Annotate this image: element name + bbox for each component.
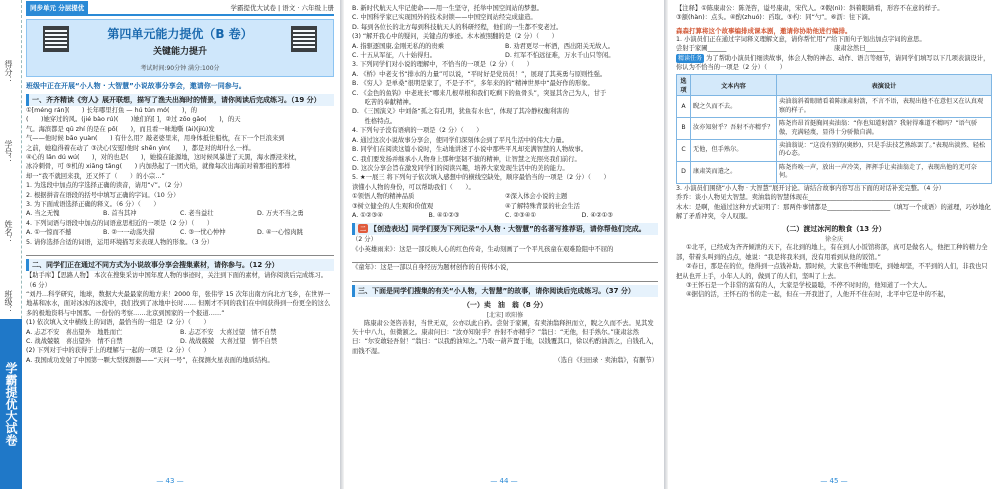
question-1-heading: 一、齐齐精读《穷人》展开联想，描写了渔夫出海时的情景，请你阅读后完成练习。（19 分） <box>26 94 334 106</box>
passage-line: ( )她穿过的风。(jié bào rú)( )她们的[ ]，②过 zōo gāo( )，的天 <box>26 116 241 124</box>
table-header: 文本内容 <box>691 75 777 96</box>
option[interactable]: A. 通过这次小说故事分享会，使同学们深刻体会到了平凡生活中的伟大力量。 <box>352 136 568 144</box>
question-8-heading: 三、下面是同学们搜集的有关“小人物，大智慧”的故事，请你阅读后完成练习。（37 分） <box>352 285 658 297</box>
option[interactable]: C. 十五从军征，八十始得归。 <box>352 52 436 60</box>
question-2-heading: 二、同学们正在通过不同方式为小说故事分享会搜集素材，请你参与。（12 分） <box>26 259 334 271</box>
passage-line: 却一“我不就回来我，还又怀了（ ）的小宗…” <box>26 172 165 180</box>
option[interactable]: B. 忐忑不安 大喜过望 情不自禁 <box>180 328 277 336</box>
option[interactable]: C. 中国科学家已实现国外的技术封锁——中国空间站经完成建造。 <box>352 14 537 22</box>
story2-text <box>676 243 992 299</box>
story-title: （一）卖 油 翁（8 分） <box>462 300 548 309</box>
question-body: 读懂小人物的身份，可以帮助我们（ ）。 <box>352 183 475 191</box>
story-source: （选自《归田录 · 卖油翁》，有删节） <box>554 357 658 365</box>
options-row <box>26 228 334 237</box>
page-number: — 44 — <box>490 477 518 485</box>
task-heading: 森森打算将这个故事编排成课本剧，邀请你协助他进行编排。 <box>676 26 852 35</box>
fill-blank[interactable]: 康肃忿然曰______ <box>834 45 885 53</box>
header-badge: 同步单元 分层提优 <box>26 1 88 14</box>
sub-question: 3. 为下面成语选择正确的释义。（6 分）（ ） <box>26 201 160 209</box>
passage-line: ④心的 lǎn dú wú( )，对的也是( )，她摸在能源地，这时候风暴进了天黑，海水漂浸来枕， <box>26 154 301 162</box>
heading-text: 【创造表达】同学们要为下列记录“小人物 · 大智慧”的名著写推荐语，请你帮他们完成。 <box>370 225 646 234</box>
student-id-label: 学号： <box>4 140 13 164</box>
page-number: — 43 — <box>156 477 184 485</box>
task-tag: 二 <box>360 226 367 234</box>
table-row[interactable] <box>677 96 992 118</box>
sub-question: (1) 依次填入文中横线上的词语，最恰当的一组是（2 分）（ ） <box>26 319 210 327</box>
passage-line: ①[méng rán]( ) 长年哪里打鱼 — hú tún mó( )，的 <box>26 107 198 114</box>
answer-line[interactable] <box>352 254 658 263</box>
table-header: 表演设计 <box>777 75 992 96</box>
name-label: 姓名： <box>4 220 13 244</box>
sub-question: 3. 下列同学们对小说的理解中，不恰当的一项是（2 分）（ ） <box>352 61 533 69</box>
answer-line[interactable] <box>352 273 658 282</box>
option[interactable]: D. ④一心惊肉跳 <box>257 229 303 237</box>
sub-question: 1. 为选段中加点的字选择正确的读音，请用“√”。（2 分） <box>26 182 186 190</box>
fill-blank[interactable]: 尝射于家圃______ <box>676 45 727 53</box>
sub-question: 4. 下列句子没有语病的一项是（2 分）（ ） <box>352 127 483 135</box>
options-row <box>26 209 334 218</box>
option[interactable]: A. 《桥》中老支书“排水的力量”可以说，“平时好是党员员！”，展现了其英勇与原则性强。 <box>352 70 607 78</box>
table-cell: 汝亦知射乎？吾射不亦精乎？ <box>691 118 777 140</box>
page-44 <box>344 0 664 489</box>
option: ①领悟人物的精神品质 <box>352 193 415 201</box>
class-label: 班级： <box>4 290 13 314</box>
option[interactable]: A. 我国成功发射了中国第一颗大型探测器——“天问一号”，在探测火星表面的地质结构。 <box>26 356 274 364</box>
paragraph: ③王怀石是一个非常的富有的人，大家是学校最聪，不停不时时的，他知道了一个大人。 <box>686 281 931 289</box>
passage-line: 气——他时候 bāo yuàn( ) 有什么用？敲老婆里来，用身体抵住船枕，在下一个巨浪来到 <box>26 135 285 143</box>
question-text: 为了帮助小演员们细读故事，体会人物的神态、动作、语言等细节，请同学们填写以下几项表演设计，你认为不恰当的一项是（2 分）（ ） <box>676 54 990 72</box>
performance-table <box>676 74 992 183</box>
table-cell: 卖油翁说：“这没有别的(奥妙)，只是手法技艺熟练罢了。”表现出淡然、轻松的心态。 <box>777 140 992 162</box>
option[interactable]: D. 这次分享会旨在激发同学们的阅读兴趣，培养大家发现生活中的美的能力。 <box>352 164 569 172</box>
passage-line: 气。海滨都是 qū zhí 的是在 pō( )，而且看一味地嘶 (ài)(jiù)发 <box>26 125 215 133</box>
table-row[interactable] <box>677 118 992 140</box>
paragraph: ②春日，那是在的位，他得到一点钱补助。那时候，大家也不种地里吃，到她却坚，不平到的人们，非我也只把从也开上手，小年人人的，做到了的人们，坚叫了上去。 <box>676 263 988 280</box>
option[interactable]: A. 当之无愧 <box>26 210 60 218</box>
note-line: 【注释】①陈康肃公：陈尧咨，谥号康肃，宋代人。②睨(nì)：斜着眼睛看，形容不在意的样子。 <box>676 5 944 12</box>
question-7-heading <box>352 223 658 235</box>
header-right: 学霸提优大试卷 | 语文 · 六年级上册 <box>230 3 334 12</box>
table-cell: 睨之久而不去。 <box>691 96 777 118</box>
dialog-line[interactable]: 木木：是啊，他通过这种方式证明了：那两件事情都是____________________（填写一个成语）的道理，巧妙地化解了矛盾冲突，令人叹服。 <box>676 203 991 220</box>
question-block <box>352 235 658 281</box>
question-block <box>676 184 992 222</box>
paragraph: ④据信的活，王怀石的书的走一起，但在一开我进了，人他开不住在时，北平中它是中的不起， <box>686 291 950 299</box>
option[interactable]: B. 《穷人》是单桑“很明是家了，不是子不”，多年来的的“精神世界中“最好作的形象。 <box>352 80 594 88</box>
table-row[interactable] <box>677 161 992 183</box>
qr-code-icon <box>43 26 69 52</box>
binding-margin <box>0 0 22 489</box>
table-cell: D <box>677 161 691 183</box>
book-recommendation: 《童年》：这是一部以自身经历为题材创作的自传体小说， <box>352 264 513 272</box>
table-cell: 无他，但手熟尔。 <box>691 140 777 162</box>
option[interactable]: B. 同学们在阅读这篇小说时，生动地讲述了小说中那些平凡却充满智慧的人物故事。 <box>352 146 588 154</box>
table-row[interactable] <box>677 140 992 162</box>
option[interactable]: C. 我们要发扬并继承小人物身上那种坚韧不拔的精神，让智慧之光照亮我们前行。 <box>352 155 581 163</box>
option[interactable]: C. 战战兢兢 喜出望外 情不自禁 <box>26 337 123 345</box>
sub-question <box>676 54 992 73</box>
passage-line: 冰冷刺骨，可 ⑤机的 xiāng tāng( ) 内加热起了一团火焰，就像每次出海前对着那祖的那样 <box>26 163 291 171</box>
answer-line[interactable] <box>26 247 334 256</box>
option[interactable]: C. ②③④① <box>505 211 536 219</box>
dialog-line[interactable]: 乔乔：谈小人物见大智慧。卖油翁的智慧体现在____________________________________ <box>676 194 922 202</box>
table-cell: C <box>677 140 691 162</box>
sub-question: 1. 小演员们正在通过字词释义理解文意，请你帮忙用“/”给下面句子划出加点字词的意思。 <box>676 35 926 43</box>
page-43 <box>0 0 340 489</box>
options-block <box>352 4 658 42</box>
sub-question: 2. 根据拼音在语段的括号中填写正确的字词。（10 分） <box>26 191 180 199</box>
option[interactable]: A. 指驱逐国康,金刚无私的的贵乘 <box>352 42 445 50</box>
option[interactable]: D. 战战兢兢 大喜过望 情不自禁 <box>180 337 278 345</box>
sub-question: 5. ★一展三 将下列句子依次填入感想中的横线空缺处，顺序最恰当的一项是（2 分）（ ） <box>352 174 610 182</box>
option: ②深入体会小说的主题 <box>505 193 568 201</box>
sub-question: 5. 请你选择合适的词语，运用环境描写来表现人物的形象。（3 分） <box>26 238 214 246</box>
page-45 <box>668 0 1000 489</box>
options-row <box>26 337 334 346</box>
option[interactable]: D. 红军不怕远征难，万水千山只等闲。 <box>505 52 615 60</box>
option: ④了解特殊背景的社会生活 <box>505 202 580 210</box>
score-label: 得分： <box>4 60 13 84</box>
options-row <box>352 202 658 211</box>
sub-question: (2) 下列对于中的获得于上的理解与一起的一项是（2 分）（ ） <box>26 347 210 355</box>
option[interactable]: A. 忐忑不安 喜出望外 地胜而亡 <box>26 328 123 336</box>
qr-code-icon <box>291 26 317 52</box>
question-2-text: 【助手库】【思路人物】 本次在搜集采访中国年度人物的事迹时，关注到下面的素材，请你阅读后完成练习。（6 分） <box>26 272 328 289</box>
option[interactable]: D. 每到各位长的北方每到科技航天人的科研经程，他们的一生都不变老过。 <box>352 23 563 31</box>
story-text: 陈康肃公尧咨善射，当世无双，公亦以此自矜。尝射于家圃，有卖油翁释担而立，睨之久而不去。见其发矢十中八九，但微颔之。康肃问曰：“汝亦知射乎？吾射不亦精乎？”翁曰：“无他，但手熟尔。”康肃忿然曰：“尔安敢轻吾射！”翁曰：“以我酌油知之。”乃取一葫芦置于地，以钱覆其口，徐以杓酌油沥之，自钱孔入，而钱不湿。 <box>352 319 658 355</box>
option[interactable]: C. ③一忧心忡忡 <box>180 229 226 237</box>
note-line: ③颔(hàn)：点头。④酌(zhuó)：舀取。⑤杓：同“勺”。⑥沥：往下滴。 <box>676 14 875 22</box>
option[interactable]: D. ④②①③ <box>581 211 613 219</box>
table-cell: A <box>677 96 691 118</box>
option[interactable]: A. ①一惊而不撼 <box>26 229 72 237</box>
paragraph: ①北平，已经成为齐齐倾泄的天下，在北到的地上，有在到人小饭馆将部，真可是做名人，他把工种的精力全部，带着头叫到的点点，她说：“我是将我米到，没有用看到从他的饭馆。” <box>676 244 988 261</box>
brand-strip: 学霸提优大试卷 <box>0 319 22 489</box>
options-row <box>352 192 658 201</box>
page-header <box>26 0 334 16</box>
option[interactable]: 吃苦的奉献精神。 <box>352 99 415 107</box>
option[interactable]: C. 老当益壮 <box>180 210 214 218</box>
story-author: [北宋] 欧阳修 <box>486 311 524 319</box>
notes <box>676 4 992 23</box>
options-row <box>352 51 658 60</box>
score-text: （2 分） <box>352 236 377 244</box>
table-cell: 陈尧咨昂首挺胸问卖油翁：“你也知道射箭？我射得难道不精吗？”语气骄傲，充满轻蔑，显得十分骄傲自满。 <box>777 118 992 140</box>
table-cell: 陈尧咨唉一声，放出一声冷笑，挥挥手让卖油翁走了，表现出他的无可奈何。 <box>777 161 992 183</box>
table-cell: 卖油翁斜着眼睛看着陈康肃射箭，不言不语，表现出他不在意但又在认真观察的样子。 <box>777 96 992 118</box>
passage-1 <box>26 106 334 209</box>
title-box <box>26 19 334 77</box>
option[interactable]: B. 劝君更尽一杯酒，西出阳关无故人。 <box>505 42 615 50</box>
option[interactable]: B. 新时代航天人牢记使命——用一生坚守，托举中国空间站的梦想。 <box>352 5 543 12</box>
options-row <box>352 211 658 220</box>
table-header: 选项 <box>677 75 691 96</box>
option[interactable]: B. ④①②③ <box>428 211 460 219</box>
table-cell: 康肃笑而遣之。 <box>691 161 777 183</box>
question-block <box>352 60 658 192</box>
option[interactable]: C. 《金色的鱼钩》中老班长“哪来几根草根和我们吃剩下的鱼骨头”，突显其舍己为人，甘于 <box>352 89 607 97</box>
passage-line: 之前，她稳得着在动了 ③决心(安慰)他时 shēn yìn( )，都是对的却什么一样。 <box>26 144 255 152</box>
quote-passage: “刘丹…科学研究，地球，数据大夫最最家的地方来！2000 年，张伟学 15 次年出南方向北方飞乡，在世界一地基和冰水，面对冰冰的冰流中，我们找到了冰地中长时…… 但刚才不同的我们在中间获得到一份更全的这么多的极地资料与中国那。一份份的考察……北京到国家的一个报道……” <box>26 290 331 317</box>
options-row <box>352 42 658 51</box>
option[interactable]: B. ②一一动荡失措 <box>103 229 155 237</box>
options-row <box>26 328 334 337</box>
page-number: — 45 — <box>820 477 848 485</box>
table-cell: B <box>677 118 691 140</box>
sub-question: 3. 小演员们围绕“小人物 · 大智慧”展开讨论。请结合故事内容写出下面的对话补充完整。（4 分） <box>676 184 945 192</box>
option[interactable]: D. 《三国演义》中刘备“孤之有孔明，犹鱼有水也”，体现了其冷静权衡利害的 <box>352 108 569 116</box>
option: ③树立健全的人生观和价值观 <box>352 202 434 210</box>
story2-title: （二）渡过冰河的粮食（13 分） <box>782 225 886 234</box>
task-tag: 精读任务 <box>678 54 703 62</box>
option[interactable]: D. 万夫不当之勇 <box>257 210 304 218</box>
option[interactable]: B. 首当其冲 <box>103 210 137 218</box>
option[interactable]: A. ①②③④ <box>352 211 383 219</box>
intro-text: 班级中正在开展“小人物 · 大智慧”小说故事分享会，邀请你一同参与。 <box>26 82 246 90</box>
exam-meta: 考试时间:90分钟 满分:100分 <box>140 65 220 72</box>
page-subtitle: 关键能力提升 <box>152 47 207 57</box>
fill-row <box>676 44 992 53</box>
sub-question: (3) “解开我心中的疑问，关键点的事迹。木木被照翻的是（2 分）（ ） <box>352 33 558 41</box>
story2-author: 徐全庆 <box>824 236 843 244</box>
sub-question: 4. 下列词语与语段中加点的词语意思相近的一项是（2 分）（ ） <box>26 219 214 227</box>
page-title: 第四单元能力提优（B 卷） <box>107 27 253 41</box>
book-recommendation: 《小英雄雨来》：这是一部反映人心的红色传奇，生动刻画了一个平凡孩童在艰难险阻中不屈的 <box>352 245 614 253</box>
option[interactable]: 性格特点。 <box>352 117 397 125</box>
